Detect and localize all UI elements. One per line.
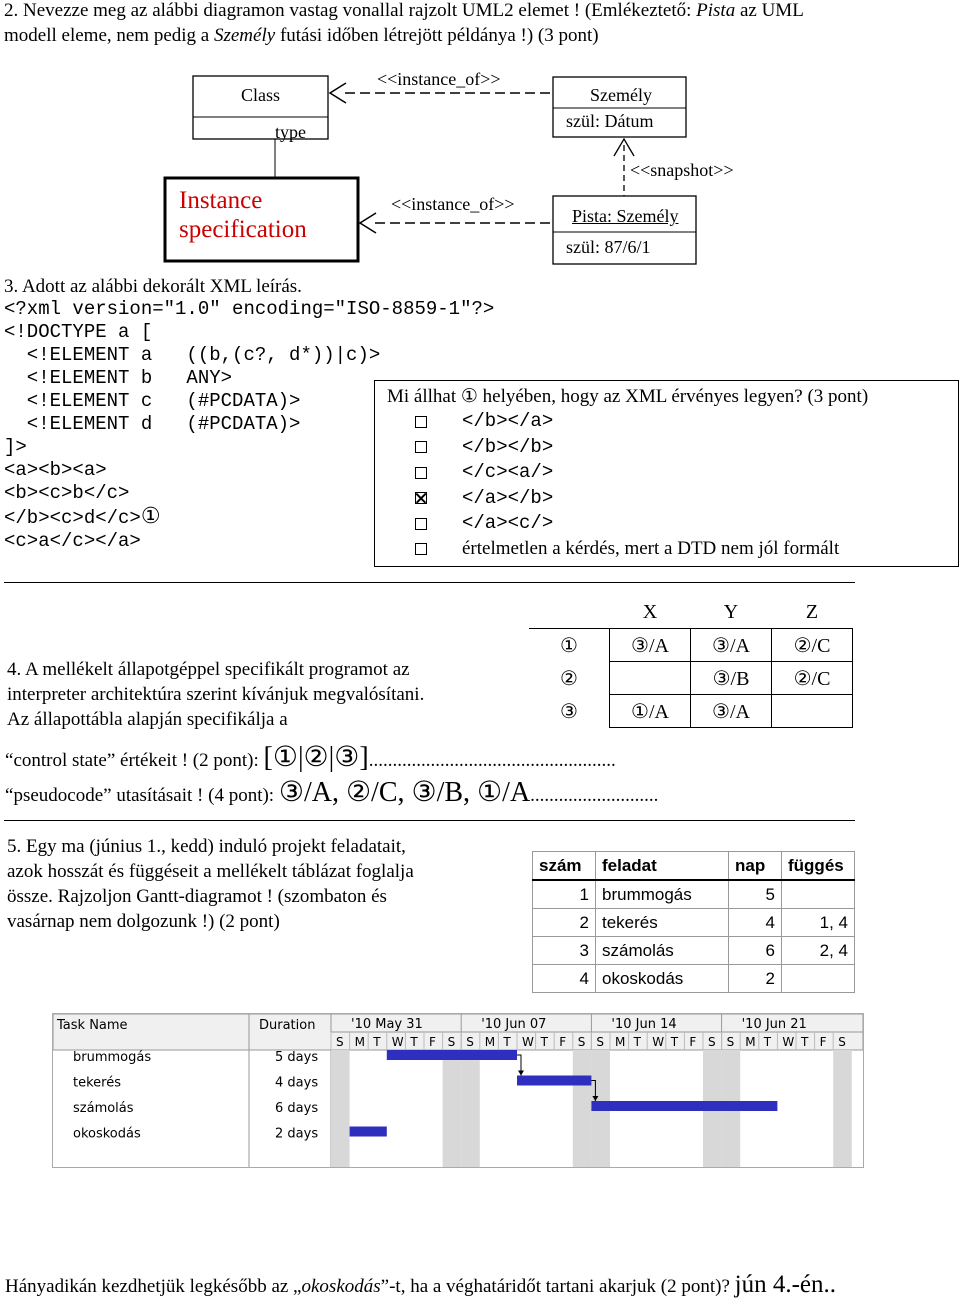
- final-q-a: Hányadikán kezdhetjük legkésőbb az „: [5, 1276, 302, 1297]
- gantt-weekend-shade: [331, 1050, 350, 1167]
- uml-diagram: [0, 60, 960, 270]
- option-text: </a></b>: [462, 486, 554, 509]
- state-table-header: Z: [772, 596, 853, 629]
- xml-code-line: <!ELEMENT b ANY>: [4, 367, 233, 389]
- q2-text-line2: [4, 25, 599, 47]
- gantt-day-label: S: [708, 1035, 716, 1049]
- state-table-cell: ③/A: [691, 629, 772, 662]
- final-answer: jún 4.-én..: [734, 1271, 837, 1298]
- gantt-day-label: T: [801, 1035, 809, 1049]
- placeholder-marker: ①: [140, 504, 161, 529]
- pista-attr: szül: 87/6/1: [566, 237, 651, 257]
- xml-code-line: <b><c>b</c>: [4, 482, 130, 504]
- state-table-row: [529, 695, 853, 728]
- task-table-cell: [782, 965, 855, 993]
- snapshot-label: <<snapshot>>: [630, 160, 734, 180]
- gantt-day-label: F: [429, 1035, 436, 1049]
- checkbox[interactable]: [415, 467, 427, 479]
- gantt-task-bar: [517, 1076, 591, 1086]
- gantt-day-label: F: [819, 1035, 827, 1049]
- gantt-day-label: M: [484, 1035, 496, 1049]
- task-table-cell: 4: [533, 965, 596, 993]
- instance-spec-answer-2: specification: [179, 216, 307, 243]
- q4-line2: interpreter architektúra szerint kívánjuk megvalósítani.: [7, 684, 425, 705]
- q4-control-line: [5, 740, 616, 774]
- q4-pseudo-answer: ③/A, ②/C, ③/B, ①/A: [278, 777, 531, 808]
- task-table-row: [533, 880, 855, 909]
- q4-control-dots: ....................................................: [368, 750, 616, 771]
- gantt-day-label: S: [726, 1035, 735, 1049]
- task-table-row: [533, 937, 855, 965]
- state-table-cell: ②: [529, 662, 610, 695]
- gantt-weekend-shade: [833, 1050, 852, 1167]
- state-table-header: [529, 596, 610, 629]
- q3-option[interactable]: [415, 436, 553, 458]
- state-table-cell: [772, 695, 853, 728]
- task-table-cell: 1, 4: [782, 909, 855, 937]
- gantt-task-name: tekerés: [73, 1075, 121, 1091]
- state-table: [529, 596, 853, 728]
- final-q-italic: okoskodás: [301, 1276, 381, 1297]
- gantt-week-label: '10 May 31: [351, 1017, 423, 1032]
- gantt-day-label: M: [615, 1035, 626, 1049]
- q4-line3: Az állapottábla alapján specifikálja a: [7, 709, 288, 730]
- state-table-cell: ③/B: [691, 662, 772, 695]
- gantt-day-label: T: [670, 1035, 679, 1049]
- task-table-header: szám: [533, 852, 596, 881]
- gantt-weekend-shade: [443, 1050, 462, 1167]
- q3-answer-box: [374, 380, 959, 567]
- checkbox[interactable]: [415, 416, 427, 428]
- state-table-header: Y: [691, 596, 772, 629]
- q3-option[interactable]: [415, 410, 553, 432]
- gantt-day-label: T: [763, 1035, 772, 1049]
- szemely-name: Személy: [590, 85, 652, 105]
- gantt-task-duration: 5 days: [275, 1050, 319, 1065]
- gantt-task-name: brummogás: [73, 1050, 152, 1065]
- option-text: </a><c/>: [462, 512, 554, 534]
- final-q-b: ”-t, ha a véghatáridőt tartani akarjuk (2 pont)?: [380, 1276, 735, 1297]
- gantt-task-bar: [591, 1101, 777, 1111]
- instance-of-bottom-arrowhead: [360, 213, 376, 233]
- instance-of-bottom-label: <<instance_of>>: [391, 194, 515, 214]
- gantt-col-duration: Duration: [259, 1018, 316, 1033]
- xml-code-line: <?xml version="1.0" encoding="ISO-8859-1"?>: [4, 298, 495, 320]
- xml-code-line: </b><c>d</c>①: [4, 504, 161, 529]
- gantt-task-bar: [387, 1050, 517, 1060]
- task-table-header: függés: [782, 852, 855, 881]
- xml-code-line: <!ELEMENT c (#PCDATA)>: [4, 390, 301, 412]
- q2-line2b: futási időben létrejött példánya !) (3 pont): [275, 25, 599, 46]
- task-table-cell: 2: [729, 965, 782, 993]
- gantt-week-label: '10 Jun 14: [611, 1017, 677, 1032]
- xml-code-line: <!ELEMENT d (#PCDATA)>: [4, 413, 301, 435]
- task-table-cell: tekerés: [596, 909, 729, 937]
- separator-line-2: [4, 582, 855, 583]
- state-table-cell: ②/C: [772, 662, 853, 695]
- gantt-week-label: '10 Jun 21: [741, 1017, 807, 1032]
- type-label: type: [275, 122, 306, 142]
- task-table-header: nap: [729, 852, 782, 881]
- szemely-attr: szül: Dátum: [566, 111, 654, 131]
- gantt-day-label: W: [522, 1035, 534, 1049]
- gantt-day-label: S: [838, 1035, 846, 1049]
- xml-code-line: <a><b><a>: [4, 459, 107, 481]
- task-table-cell: 5: [729, 880, 782, 909]
- gantt-day-label: S: [447, 1035, 456, 1049]
- gantt-day-label: T: [373, 1035, 381, 1049]
- task-table-cell: 3: [533, 937, 596, 965]
- gantt-svg: [53, 1014, 863, 1167]
- q4-pseudo-line: [5, 775, 658, 809]
- option-text: </c><a/>: [462, 461, 554, 483]
- option-text: </b></b>: [462, 435, 554, 458]
- xml-code-line: <!DOCTYPE a [: [4, 321, 153, 343]
- task-table-cell: [782, 880, 855, 909]
- state-table-header: X: [610, 596, 691, 629]
- state-table-cell: ①: [529, 629, 610, 662]
- checkbox[interactable]: [415, 441, 427, 453]
- task-table-cell: 2, 4: [782, 937, 855, 965]
- instance-of-top-arrowhead: [330, 83, 346, 103]
- xml-code-line: ]>: [4, 436, 27, 458]
- gantt-task-duration: 6 days: [275, 1101, 319, 1116]
- separator-line-3: [4, 820, 855, 821]
- q3-question: Mi állhat ① helyében, hogy az XML érvényes legyen? (3 pont): [387, 386, 869, 407]
- gantt-day-label: S: [466, 1035, 474, 1049]
- task-table-header: feladat: [596, 852, 729, 881]
- state-table-cell: ②/C: [772, 629, 853, 662]
- xml-code-line: <!ELEMENT a ((b,(c?, d*))|c)>: [4, 344, 381, 366]
- task-table: [532, 851, 855, 993]
- q5-line4: vasárnap nem dolgozunk !) (2 pont): [7, 911, 280, 932]
- q2-line2a: modell eleme, nem pedig a: [4, 25, 214, 46]
- q4-pseudo-text: pseudocode” utasításait ! (4 pont):: [13, 785, 279, 806]
- state-table-cell: ③: [529, 695, 610, 728]
- q4-control-quote: “: [5, 750, 14, 771]
- q2-line1b: az UML: [735, 0, 804, 21]
- task-table-row: [533, 909, 855, 937]
- q4-control-text: control state” értékeit ! (2 pont):: [13, 750, 264, 771]
- gantt-day-label: S: [336, 1035, 344, 1049]
- checkbox[interactable]: [415, 518, 427, 530]
- state-table-cell: [610, 662, 691, 695]
- q4-pseudo-dots: ...........................: [530, 785, 659, 806]
- gantt-week-label: '10 Jun 07: [481, 1017, 547, 1032]
- xml-code-line: <c>a</c></a>: [4, 530, 141, 552]
- gantt-task-name: számolás: [73, 1101, 134, 1116]
- q4-line1: 4. A mellékelt állapotgéppel specifikált programot az: [7, 659, 410, 680]
- task-table-cell: 2: [533, 909, 596, 937]
- checkbox[interactable]: [415, 492, 427, 504]
- task-table-cell: 4: [729, 909, 782, 937]
- q4-control-answer: [①|②|③]: [263, 742, 369, 773]
- gantt-day-label: T: [503, 1035, 511, 1049]
- gantt-chart: [52, 1013, 864, 1168]
- gantt-day-label: W: [782, 1035, 795, 1049]
- gantt-day-label: S: [577, 1035, 586, 1049]
- task-table-row: [533, 965, 855, 993]
- task-table-cell: okoskodás: [596, 965, 729, 993]
- class-label: Class: [241, 85, 281, 105]
- gantt-day-label: T: [633, 1035, 641, 1049]
- task-table-cell: 6: [729, 937, 782, 965]
- gantt-day-label: T: [410, 1035, 418, 1049]
- gantt-dependency-arrowhead: [518, 1071, 524, 1076]
- q2-szemely-italic: Személy: [213, 25, 276, 46]
- instance-of-top-label: <<instance_of>>: [377, 69, 501, 89]
- option-text: </b></a>: [462, 410, 554, 432]
- gantt-task-duration: 2 days: [275, 1126, 319, 1142]
- gantt-day-label: F: [689, 1035, 697, 1049]
- q2-text-line1: [4, 0, 804, 22]
- gantt-day-label: W: [391, 1035, 404, 1049]
- gantt-day-label: W: [652, 1035, 665, 1049]
- state-table-row: [529, 662, 853, 695]
- q3-option[interactable]: [415, 538, 839, 560]
- pista-name: Pista: Személy: [572, 206, 679, 226]
- task-table-cell: brummogás: [596, 880, 729, 909]
- gantt-task-duration: 4 days: [275, 1075, 319, 1091]
- q2-pista-italic: Pista: [696, 0, 736, 21]
- state-table-cell: ③/A: [610, 629, 691, 662]
- q3-option[interactable]: [415, 487, 553, 509]
- gantt-task-bar: [350, 1127, 387, 1137]
- q5-line3: össze. Rajzoljon Gantt-diagramot ! (szombaton és: [7, 886, 387, 907]
- gantt-task-name: okoskodás: [73, 1126, 141, 1142]
- state-table-cell: ③/A: [691, 695, 772, 728]
- q4-pseudo-quote: “: [5, 785, 14, 806]
- instance-spec-answer-1: Instance: [179, 187, 263, 214]
- gantt-weekend-shade: [461, 1050, 480, 1167]
- checkbox[interactable]: [415, 543, 427, 555]
- state-table-cell: ①/A: [610, 695, 691, 728]
- gantt-day-label: S: [596, 1035, 605, 1049]
- gantt-day-label: M: [745, 1035, 756, 1049]
- q2-line1: 2. Nevezze meg az alábbi diagramon vastag vonallal rajzolt UML2 elemet ! (Emlékeztető:: [4, 0, 697, 21]
- gantt-day-label: F: [559, 1035, 567, 1049]
- option-text: értelmetlen a kérdés, mert a DTD nem jól formált: [462, 537, 840, 559]
- task-table-cell: 1: [533, 880, 596, 909]
- state-table-row: [529, 629, 853, 662]
- q3-option[interactable]: [415, 512, 553, 534]
- gantt-weekend-shade: [573, 1050, 592, 1167]
- q5-line1: 5. Egy ma (június 1., kedd) induló projekt feladatait,: [7, 836, 406, 857]
- q3-option[interactable]: [415, 461, 553, 483]
- gantt-col-task: Task Name: [57, 1018, 128, 1033]
- task-table-cell: számolás: [596, 937, 729, 965]
- q3-title: 3. Adott az alábbi dekorált XML leírás.: [4, 276, 302, 297]
- gantt-day-label: T: [540, 1035, 548, 1049]
- gantt-day-label: M: [354, 1035, 365, 1049]
- q5-line2: azok hosszát és függéseit a mellékelt táblázat foglalja: [7, 861, 414, 882]
